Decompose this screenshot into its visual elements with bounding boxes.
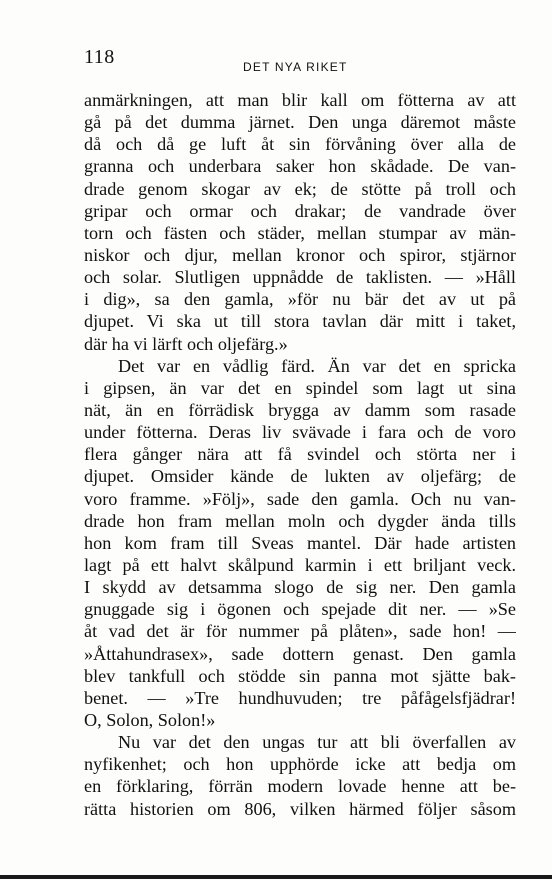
text-line: gnuggade sig i ögonen och spejade dit ner. — »Se [84,599,516,620]
text-line: nyfikenhet; och hon upphörde icke att bedja om [84,754,516,775]
text-line: I skydd av detsamma slogo de sig ner. Den gamla [84,577,516,598]
text-line: »Åttahundrasex», sade dottern genast. Den gamla [84,643,516,664]
text-line: en förklaring, förrän modern lovade henne att be- [84,776,516,797]
text-line: blev tankfull och stödde sin panna mot sjätte bak- [84,665,516,686]
text-line: lagt på ett halvt skålpund karmin i ett briljant veck. [84,554,516,575]
text-line: nät, än en förrädisk brygga av damm som rasade [84,399,516,420]
text-line: åt vad det är för nummer på plåten», sade hon! — [84,621,516,642]
text-line: anmärkningen, att man blir kall om fötterna av att [84,90,516,110]
text-line: benet. — »Tre hundhuvuden; tre påfågelsfjädrar! [84,687,516,708]
text-line: i gipsen, än var det en spindel som lagt ut sina [84,377,516,398]
paragraph-end-line: O, Solon, Solon!» [84,709,216,730]
text-line: granna och underbara saker hon skådade. De van- [84,156,516,177]
text-line: gripar och ormar och drakar; de vandrade över [84,200,516,221]
running-title: DET NYA RIKET [243,60,348,74]
page-number: 118 [84,46,115,68]
text-line: då och då ge luft åt sin förvåning över alla de [84,134,516,155]
text-line: torn och fästen och städer, mellan stumpar av män- [84,222,516,243]
text-line: flera gånger nära att få svindel och störta ner i [84,444,516,465]
paragraph-end-line: där ha vi lärft och oljefärg.» [84,333,288,354]
text-line: i dig», sa den gamla, »för nu bär det av ut på [84,289,516,310]
text-line: hon kom fram till Sveas mantel. Där hade artisten [84,532,516,553]
paragraph-start-line: Det var en vådlig färd. Än var det en spricka [118,355,516,376]
text-line: djupet. Omsider kände de lukten av oljefärg; de [84,466,516,487]
paragraph-start-line: Nu var det den ungas tur att bli överfallen av [118,732,516,753]
text-line: niskor och djur, mellan kronor och spiror, stjärnor [84,244,516,265]
text-line: under fötterna. Deras liv svävade i fara och de voro [84,422,516,443]
text-line: och solar. Slutligen uppnådde de taklisten. — »Håll [84,267,516,288]
text-line: rätta historien om 806, vilken härmed följer såsom [84,798,516,819]
text-line: djupet. Vi ska ut till stora tavlan där mitt i taket, [84,311,516,332]
text-line: voro framme. »Följ», sade den gamla. Och nu van- [84,488,516,509]
body-text [84,89,516,820]
text-line: drade hon fram mellan moln och dygder ända tills [84,510,516,531]
text-line: gå på det dumma järnet. Den unga däremot måste [84,112,516,133]
text-line: drade genom skogar av ek; de stötte på troll och [84,178,516,199]
page-bottom-border [0,875,552,879]
